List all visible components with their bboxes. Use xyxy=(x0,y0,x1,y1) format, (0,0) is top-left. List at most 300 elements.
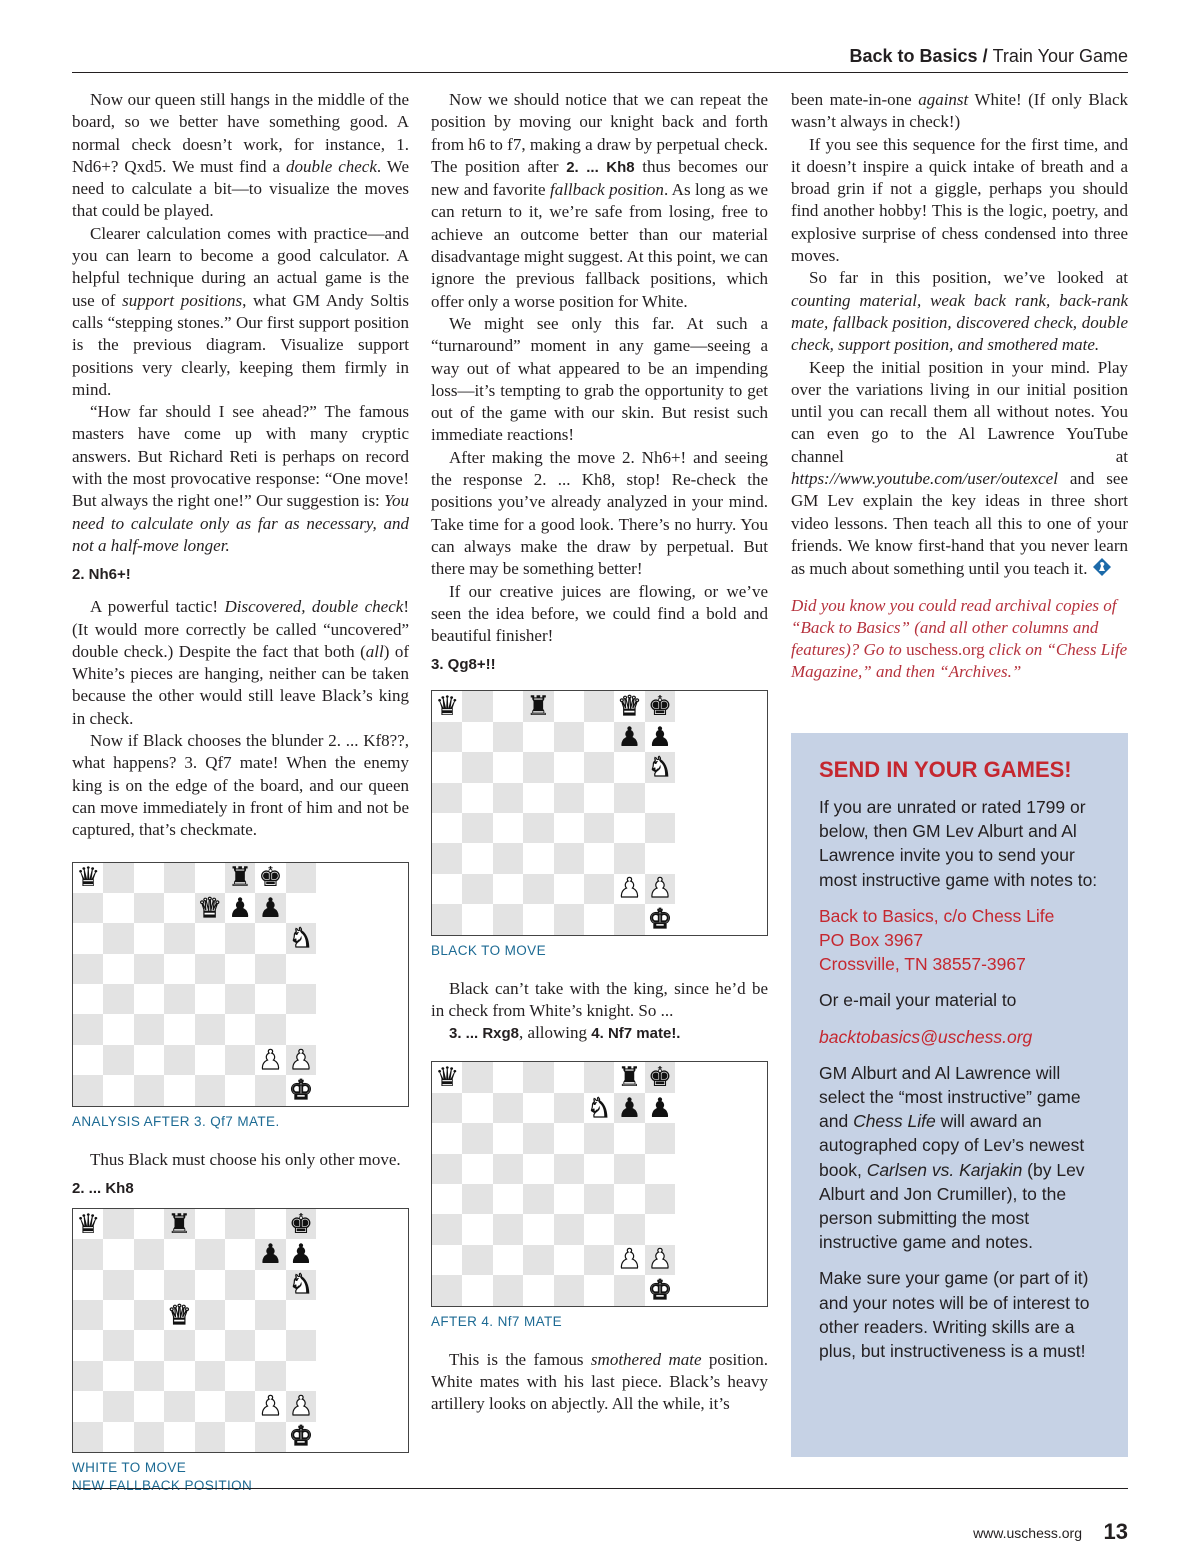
board-square xyxy=(523,1123,553,1153)
diagram-caption: WHITE TO MOVE NEW FALLBACK POSITION xyxy=(72,1460,253,1494)
board-square xyxy=(103,1270,133,1300)
black-rook-icon: ♜ xyxy=(617,1062,642,1094)
board-square xyxy=(493,783,523,813)
board-square xyxy=(432,783,462,813)
white-pawn-icon: ♟ xyxy=(647,1244,673,1276)
board-square xyxy=(225,1045,255,1075)
diagram-caption: AFTER 4. Nf7 MATE xyxy=(431,1313,563,1329)
board-square xyxy=(523,722,553,752)
black-rook-icon: ♜ xyxy=(228,862,253,894)
board-square xyxy=(645,843,675,873)
paragraph: Now we should notice that we can repeat the position by moving our knight back and forth from h6 to f7, making a draw by perpetual check. The position after 2. ... Kh8 thus becomes our new and favorite fallback position. As long as we can return to it, we’re safe from losing, free to achieve an outcome better than our material disadvantage might suggest. At this point, we can ignore the previous fallback positions, which offer only a worse position for White. xyxy=(431,90,768,311)
board-square xyxy=(73,1075,103,1105)
board-square xyxy=(645,1184,675,1214)
board-square xyxy=(493,1062,523,1092)
board-square xyxy=(554,691,584,721)
board-square xyxy=(462,1123,492,1153)
board-square xyxy=(432,904,462,934)
sidebar-paragraph: Or e-mail your material to xyxy=(819,990,1017,1011)
board-square xyxy=(286,893,316,923)
board-square xyxy=(584,1214,614,1244)
board-square xyxy=(584,843,614,873)
board-square xyxy=(164,1014,194,1044)
board-square xyxy=(523,783,553,813)
board-square xyxy=(134,1361,164,1391)
board-square xyxy=(614,1154,644,1184)
white-knight-icon: ♞ xyxy=(587,1092,612,1124)
board-square xyxy=(584,783,614,813)
board-square xyxy=(73,923,103,953)
black-rook-icon: ♜ xyxy=(167,1208,192,1240)
board-square xyxy=(73,984,103,1014)
paragraph: Black can’t take with the king, since he’d be in check from White’s knight. So ... xyxy=(431,978,768,1020)
black-pawn-icon: ♟ xyxy=(617,1092,642,1124)
board-square xyxy=(225,954,255,984)
board-square xyxy=(462,1214,492,1244)
board-square xyxy=(462,1093,492,1123)
board-square xyxy=(554,1154,584,1184)
board-square xyxy=(134,1330,164,1360)
board-square xyxy=(614,1245,644,1275)
board-square xyxy=(255,1391,285,1421)
board-square xyxy=(103,893,133,923)
diagram-caption: ANALYSIS AFTER 3. Qf7 MATE. xyxy=(72,1113,280,1129)
board-square xyxy=(255,984,285,1014)
board-square xyxy=(432,1275,462,1305)
board-square xyxy=(584,904,614,934)
chess-diagram xyxy=(431,1061,768,1306)
board-square xyxy=(584,1154,614,1184)
board-square xyxy=(195,1300,225,1330)
board-square xyxy=(493,722,523,752)
board-square xyxy=(645,1093,675,1123)
board-square xyxy=(432,691,462,721)
board-square xyxy=(554,843,584,873)
board-square xyxy=(195,1422,225,1452)
board-square xyxy=(73,1330,103,1360)
paragraph: After making the move 2. Nh6+! and seeing the response 2. ... Kh8, stop! Re-check the positions you’ve already analyzed in your mind. Take time for a good look. There’s no hurry. You can always make the draw by perpetual. But there may be something better! xyxy=(431,447,768,579)
board-square xyxy=(73,1391,103,1421)
board-square xyxy=(493,813,523,843)
board-square xyxy=(432,752,462,782)
board-square xyxy=(493,691,523,721)
board-square xyxy=(286,1270,316,1300)
board-square xyxy=(195,1014,225,1044)
board-square xyxy=(225,984,255,1014)
board-square xyxy=(134,1239,164,1269)
paragraph: If you see this sequence for the first time, and it doesn’t inspire a quick intake of breath and a broad grin if not a giggle, perhaps you should find another hobby! This is the logic, poetry, and explosive surprise of chess condensed into three moves. xyxy=(791,134,1128,266)
board-square xyxy=(134,923,164,953)
board-square xyxy=(554,1062,584,1092)
paragraph: A powerful tactic! Discovered, double check! (It would more correctly be called “uncovered” double check.) Despite the fact that both (all) of White’s pieces are hanging, neither can be taken because the other would still leave Black’s king in check. xyxy=(72,597,409,728)
board-square xyxy=(614,1184,644,1214)
board-square xyxy=(134,1391,164,1421)
board-square xyxy=(554,752,584,782)
board-square xyxy=(286,1014,316,1044)
paragraph: Thus Black must choose his only other move. xyxy=(90,1149,401,1169)
board-square xyxy=(103,1361,133,1391)
board-square xyxy=(432,1184,462,1214)
board-square xyxy=(164,1270,194,1300)
black-queen-icon: ♛ xyxy=(76,862,101,894)
board-square xyxy=(493,1184,523,1214)
board-square xyxy=(493,1154,523,1184)
board-square xyxy=(462,1245,492,1275)
board-square xyxy=(164,1422,194,1452)
board-square xyxy=(164,1209,194,1239)
board-square xyxy=(103,1391,133,1421)
white-king-icon: ♚ xyxy=(288,1074,314,1106)
board-square xyxy=(554,1245,584,1275)
move-heading: 2. Nh6+! xyxy=(72,566,131,584)
board-square xyxy=(462,1275,492,1305)
board-square xyxy=(493,1093,523,1123)
board-square xyxy=(645,1245,675,1275)
board-square xyxy=(195,1391,225,1421)
board-square xyxy=(134,984,164,1014)
board-square xyxy=(164,1391,194,1421)
board-square xyxy=(103,954,133,984)
black-pawn-icon: ♟ xyxy=(617,721,642,753)
board-square xyxy=(73,1300,103,1330)
footer-url: www.uschess.org xyxy=(973,1525,1082,1541)
sidebar-title: SEND IN YOUR GAMES! xyxy=(819,757,1072,782)
board-square xyxy=(584,691,614,721)
board-square xyxy=(493,1214,523,1244)
board-square xyxy=(195,1270,225,1300)
white-knight-icon: ♞ xyxy=(288,922,314,954)
white-pawn-icon: ♟ xyxy=(258,1044,283,1076)
column-3 xyxy=(791,89,1128,684)
chess-diagram xyxy=(72,1208,409,1453)
board-square xyxy=(286,923,316,953)
board-square xyxy=(584,1245,614,1275)
white-queen-icon: ♛ xyxy=(197,892,222,924)
board-square xyxy=(286,1239,316,1269)
board-square xyxy=(164,1300,194,1330)
board-square xyxy=(432,1214,462,1244)
board-square xyxy=(432,1093,462,1123)
page-number: 13 xyxy=(1103,1519,1128,1544)
board-square xyxy=(255,923,285,953)
board-square xyxy=(225,1422,255,1452)
board-square xyxy=(164,984,194,1014)
board-square xyxy=(255,1075,285,1105)
board-square xyxy=(554,783,584,813)
board-square xyxy=(554,1184,584,1214)
board-square xyxy=(462,1154,492,1184)
board-square xyxy=(493,1275,523,1305)
white-pawn-icon: ♟ xyxy=(617,1244,642,1276)
board-square xyxy=(164,1239,194,1269)
board-square xyxy=(584,813,614,843)
board-square xyxy=(225,1361,255,1391)
board-square xyxy=(103,1014,133,1044)
board-square xyxy=(462,722,492,752)
board-square xyxy=(432,1245,462,1275)
board-square xyxy=(584,1123,614,1153)
board-square xyxy=(645,691,675,721)
board-square xyxy=(432,1154,462,1184)
board-square xyxy=(286,1422,316,1452)
board-square xyxy=(614,752,644,782)
board-square xyxy=(645,752,675,782)
board-square xyxy=(462,904,492,934)
board-square xyxy=(225,1300,255,1330)
board-square xyxy=(523,1214,553,1244)
board-square xyxy=(493,1123,523,1153)
board-square xyxy=(614,722,644,752)
board-square xyxy=(164,1045,194,1075)
board-square xyxy=(554,813,584,843)
header-text: Back to Basics / Train Your Game xyxy=(849,46,1128,66)
board-square xyxy=(645,1275,675,1305)
board-square xyxy=(523,1275,553,1305)
paragraph: If our creative juices are flowing, or we’ve seen the idea before, we could find a bold and beautiful finisher! xyxy=(431,581,768,646)
board-square xyxy=(73,954,103,984)
board-square xyxy=(554,722,584,752)
board-square xyxy=(225,863,255,893)
board-square xyxy=(462,783,492,813)
board-square xyxy=(286,1330,316,1360)
paragraph: been mate-in-one against White! (If only Black wasn’t always in check!) xyxy=(791,90,1128,132)
board-square xyxy=(195,954,225,984)
board-square xyxy=(164,1075,194,1105)
board-square xyxy=(462,843,492,873)
white-king-icon: ♚ xyxy=(288,1421,314,1453)
board-square xyxy=(225,893,255,923)
board-square xyxy=(432,843,462,873)
board-square xyxy=(103,1239,133,1269)
paragraph: 3. ... Rxg8, allowing 4. Nf7 mate!. xyxy=(449,1023,681,1043)
diagram-caption: BLACK TO MOVE xyxy=(431,942,546,958)
sidebar-paragraph: If you are unrated or rated 1799 or below, then GM Lev Alburt and Al Lawrence invite you to send your most instructive game with notes to: xyxy=(819,797,1098,890)
board-square xyxy=(286,954,316,984)
board-square xyxy=(134,1270,164,1300)
black-pawn-icon: ♟ xyxy=(258,892,283,924)
board-square xyxy=(255,1361,285,1391)
board-square xyxy=(554,1214,584,1244)
board-square xyxy=(645,904,675,934)
board-square xyxy=(255,1422,285,1452)
board-square xyxy=(103,1075,133,1105)
board-square xyxy=(614,691,644,721)
black-king-icon: ♚ xyxy=(647,691,673,723)
black-queen-icon: ♛ xyxy=(435,691,460,723)
board-square xyxy=(195,1045,225,1075)
board-square xyxy=(554,1275,584,1305)
white-queen-icon: ♛ xyxy=(167,1299,192,1331)
board-square xyxy=(554,904,584,934)
board-square xyxy=(462,691,492,721)
board-square xyxy=(134,1014,164,1044)
white-king-icon: ♚ xyxy=(647,1274,673,1306)
board-square xyxy=(614,1062,644,1092)
board-square xyxy=(432,722,462,752)
board-square xyxy=(73,863,103,893)
board-square xyxy=(73,1239,103,1269)
board-square xyxy=(225,1391,255,1421)
board-square xyxy=(523,904,553,934)
board-square xyxy=(523,843,553,873)
board-square xyxy=(584,1062,614,1092)
board-square xyxy=(286,1045,316,1075)
board-square xyxy=(225,1075,255,1105)
column-2 xyxy=(431,89,768,1415)
board-square xyxy=(195,1239,225,1269)
board-square xyxy=(286,1209,316,1239)
board-square xyxy=(164,893,194,923)
board-square xyxy=(134,1075,164,1105)
white-king-icon: ♚ xyxy=(647,903,673,935)
board-square xyxy=(255,1239,285,1269)
board-square xyxy=(255,1300,285,1330)
board-square xyxy=(225,1330,255,1360)
board-square xyxy=(103,1045,133,1075)
board-square xyxy=(554,1123,584,1153)
board-square xyxy=(255,893,285,923)
board-square xyxy=(225,1270,255,1300)
board-square xyxy=(614,1123,644,1153)
board-square xyxy=(614,783,644,813)
board-square xyxy=(493,843,523,873)
board-square xyxy=(523,813,553,843)
white-knight-icon: ♞ xyxy=(647,751,673,783)
paragraph: So far in this position, we’ve looked at counting material, weak back rank, back-rank mate, fallback position, discovered check, double check, support position, and smothered mate. xyxy=(791,268,1128,355)
send-games-sidebar xyxy=(791,733,1128,1457)
board-square xyxy=(255,863,285,893)
board-square xyxy=(134,1045,164,1075)
black-king-icon: ♚ xyxy=(647,1062,673,1094)
board-square xyxy=(614,1093,644,1123)
board-square xyxy=(584,874,614,904)
black-pawn-icon: ♟ xyxy=(258,1239,283,1270)
white-knight-icon: ♞ xyxy=(288,1269,314,1301)
board-square xyxy=(134,893,164,923)
board-square xyxy=(462,874,492,904)
black-queen-icon: ♛ xyxy=(435,1062,460,1094)
board-square xyxy=(554,874,584,904)
black-king-icon: ♚ xyxy=(258,862,283,894)
board-square xyxy=(164,1361,194,1391)
black-pawn-icon: ♟ xyxy=(288,1239,314,1270)
board-square xyxy=(614,874,644,904)
board-square xyxy=(523,874,553,904)
paragraph: Clearer calculation comes with practice—and you can learn to become a good calculator. A helpful technique during an actual game is the use of support positions, what GM Andy Soltis calls “stepping stones.” Our first support position is the previous diagram. Visualize support positions very clearly, keeping them firmly in mind. xyxy=(72,223,409,399)
board-square xyxy=(493,904,523,934)
paragraph: We might see only this far. At such a “turnaround” moment in any game—seeing a way out of what appeared to be an impending loss—it’s tempting to grab the opportunity to get out of the game with our skin. But resist such immediate reactions! xyxy=(431,313,768,445)
board-square xyxy=(134,954,164,984)
board-square xyxy=(584,1093,614,1123)
board-square xyxy=(645,783,675,813)
board-square xyxy=(225,1209,255,1239)
board-square xyxy=(195,1361,225,1391)
board-square xyxy=(103,863,133,893)
board-square xyxy=(645,722,675,752)
board-square xyxy=(164,863,194,893)
board-square xyxy=(103,1330,133,1360)
board-square xyxy=(523,1154,553,1184)
mailing-address: Back to Basics, c/o Chess Life PO Box 3967 Crossville, TN 38557-3967 xyxy=(819,905,1055,975)
black-king-icon: ♚ xyxy=(288,1208,314,1240)
board-square xyxy=(432,1123,462,1153)
board-square xyxy=(462,1062,492,1092)
board-square xyxy=(255,1330,285,1360)
white-pawn-icon: ♟ xyxy=(647,873,673,905)
board-square xyxy=(195,1075,225,1105)
board-square xyxy=(432,813,462,843)
board-square xyxy=(645,1062,675,1092)
chess-diagram xyxy=(431,690,768,935)
board-square xyxy=(523,691,553,721)
sidebar-paragraph: Make sure your game (or part of it) and your notes will be of interest to other readers. Writing skills are a plus, but instructiveness is a must! xyxy=(819,1268,1090,1362)
board-square xyxy=(614,843,644,873)
chess-diagram xyxy=(72,862,409,1107)
board-square xyxy=(255,1270,285,1300)
black-queen-icon: ♛ xyxy=(76,1208,101,1240)
paragraph: Now if Black chooses the blunder 2. ... Kf8??, what happens? 3. Qf7 mate! When the enemy king is on the edge of the board, and our queen can move immediately in front of him and not be captured, that’s checkmate. xyxy=(72,731,409,840)
board-square xyxy=(523,752,553,782)
board-square xyxy=(584,1184,614,1214)
board-square xyxy=(225,1014,255,1044)
board-square xyxy=(103,1300,133,1330)
black-pawn-icon: ♟ xyxy=(647,721,673,753)
black-pawn-icon: ♟ xyxy=(228,892,253,924)
board-square xyxy=(255,1014,285,1044)
board-square xyxy=(584,752,614,782)
board-square xyxy=(255,954,285,984)
board-square xyxy=(584,1275,614,1305)
footer-rule xyxy=(72,1488,1128,1489)
board-square xyxy=(73,1361,103,1391)
board-square xyxy=(164,1330,194,1360)
paragraph: This is the famous smothered mate position. White mates with his last piece. Black’s heavy artillery looks on abjectly. All the while, it’s xyxy=(431,1349,768,1414)
column-1 xyxy=(72,89,409,1495)
board-square xyxy=(73,1209,103,1239)
board-square xyxy=(134,863,164,893)
sidebar-paragraph: GM Alburt and Al Lawrence will select the “most instructive” game and Chess Life will award an autographed copy of Lev’s newest book, Carlsen vs. Karjakin (by Lev Alburt and Jon Crumiller), to the person submitting the most instructive game and notes. xyxy=(819,1062,1085,1253)
board-square xyxy=(73,1270,103,1300)
end-mark-icon xyxy=(1092,557,1112,577)
board-square xyxy=(134,1209,164,1239)
paragraph: Now our queen still hangs in the middle of the board, so we better have something good. A normal check doesn’t work, for instance, 1. Nd6+? Qxd5. We must find a double check. We need to calculate a bit—to visualize the moves that could be played. xyxy=(72,90,409,221)
board-square xyxy=(523,1245,553,1275)
board-square xyxy=(462,752,492,782)
board-square xyxy=(493,874,523,904)
board-square xyxy=(645,1214,675,1244)
black-pawn-icon: ♟ xyxy=(647,1092,673,1124)
board-square xyxy=(134,1422,164,1452)
board-square xyxy=(103,1422,133,1452)
white-pawn-icon: ♟ xyxy=(288,1390,314,1422)
email-link[interactable]: backtobasics@uschess.org xyxy=(819,1026,1033,1047)
board-square xyxy=(462,813,492,843)
board-square xyxy=(645,874,675,904)
board-square xyxy=(164,923,194,953)
board-square xyxy=(614,1214,644,1244)
board-square xyxy=(73,893,103,923)
board-square xyxy=(255,1045,285,1075)
board-square xyxy=(286,1300,316,1330)
board-square xyxy=(195,1330,225,1360)
board-square xyxy=(286,1361,316,1391)
board-square xyxy=(584,722,614,752)
board-square xyxy=(73,1422,103,1452)
board-square xyxy=(134,1300,164,1330)
board-square xyxy=(73,1014,103,1044)
board-square xyxy=(195,923,225,953)
white-pawn-icon: ♟ xyxy=(288,1044,314,1076)
